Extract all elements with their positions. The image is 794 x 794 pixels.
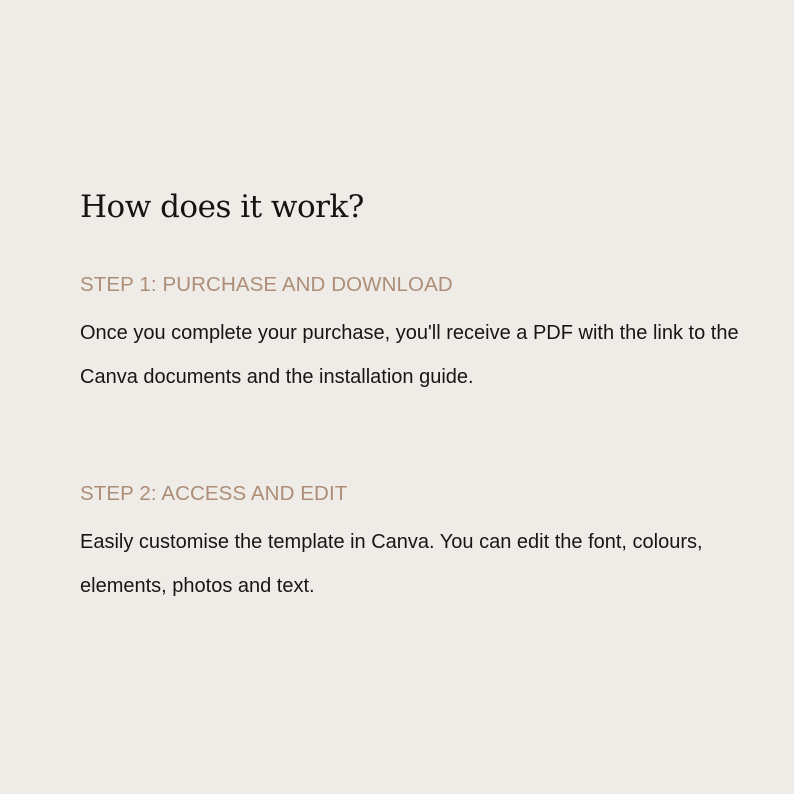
step-2-title: STEP 2: ACCESS AND EDIT — [80, 482, 348, 505]
step-1-description: Once you complete your purchase, you'll receive a PDF with the link to the Canva documents and the installation guide. — [80, 322, 739, 388]
page-title: How does it work? — [80, 189, 364, 225]
step-1-title: STEP 1: PURCHASE AND DOWNLOAD — [80, 273, 453, 296]
step-2-description: Easily customise the template in Canva. You can edit the font, colours, elements, photos and text. — [80, 531, 703, 597]
